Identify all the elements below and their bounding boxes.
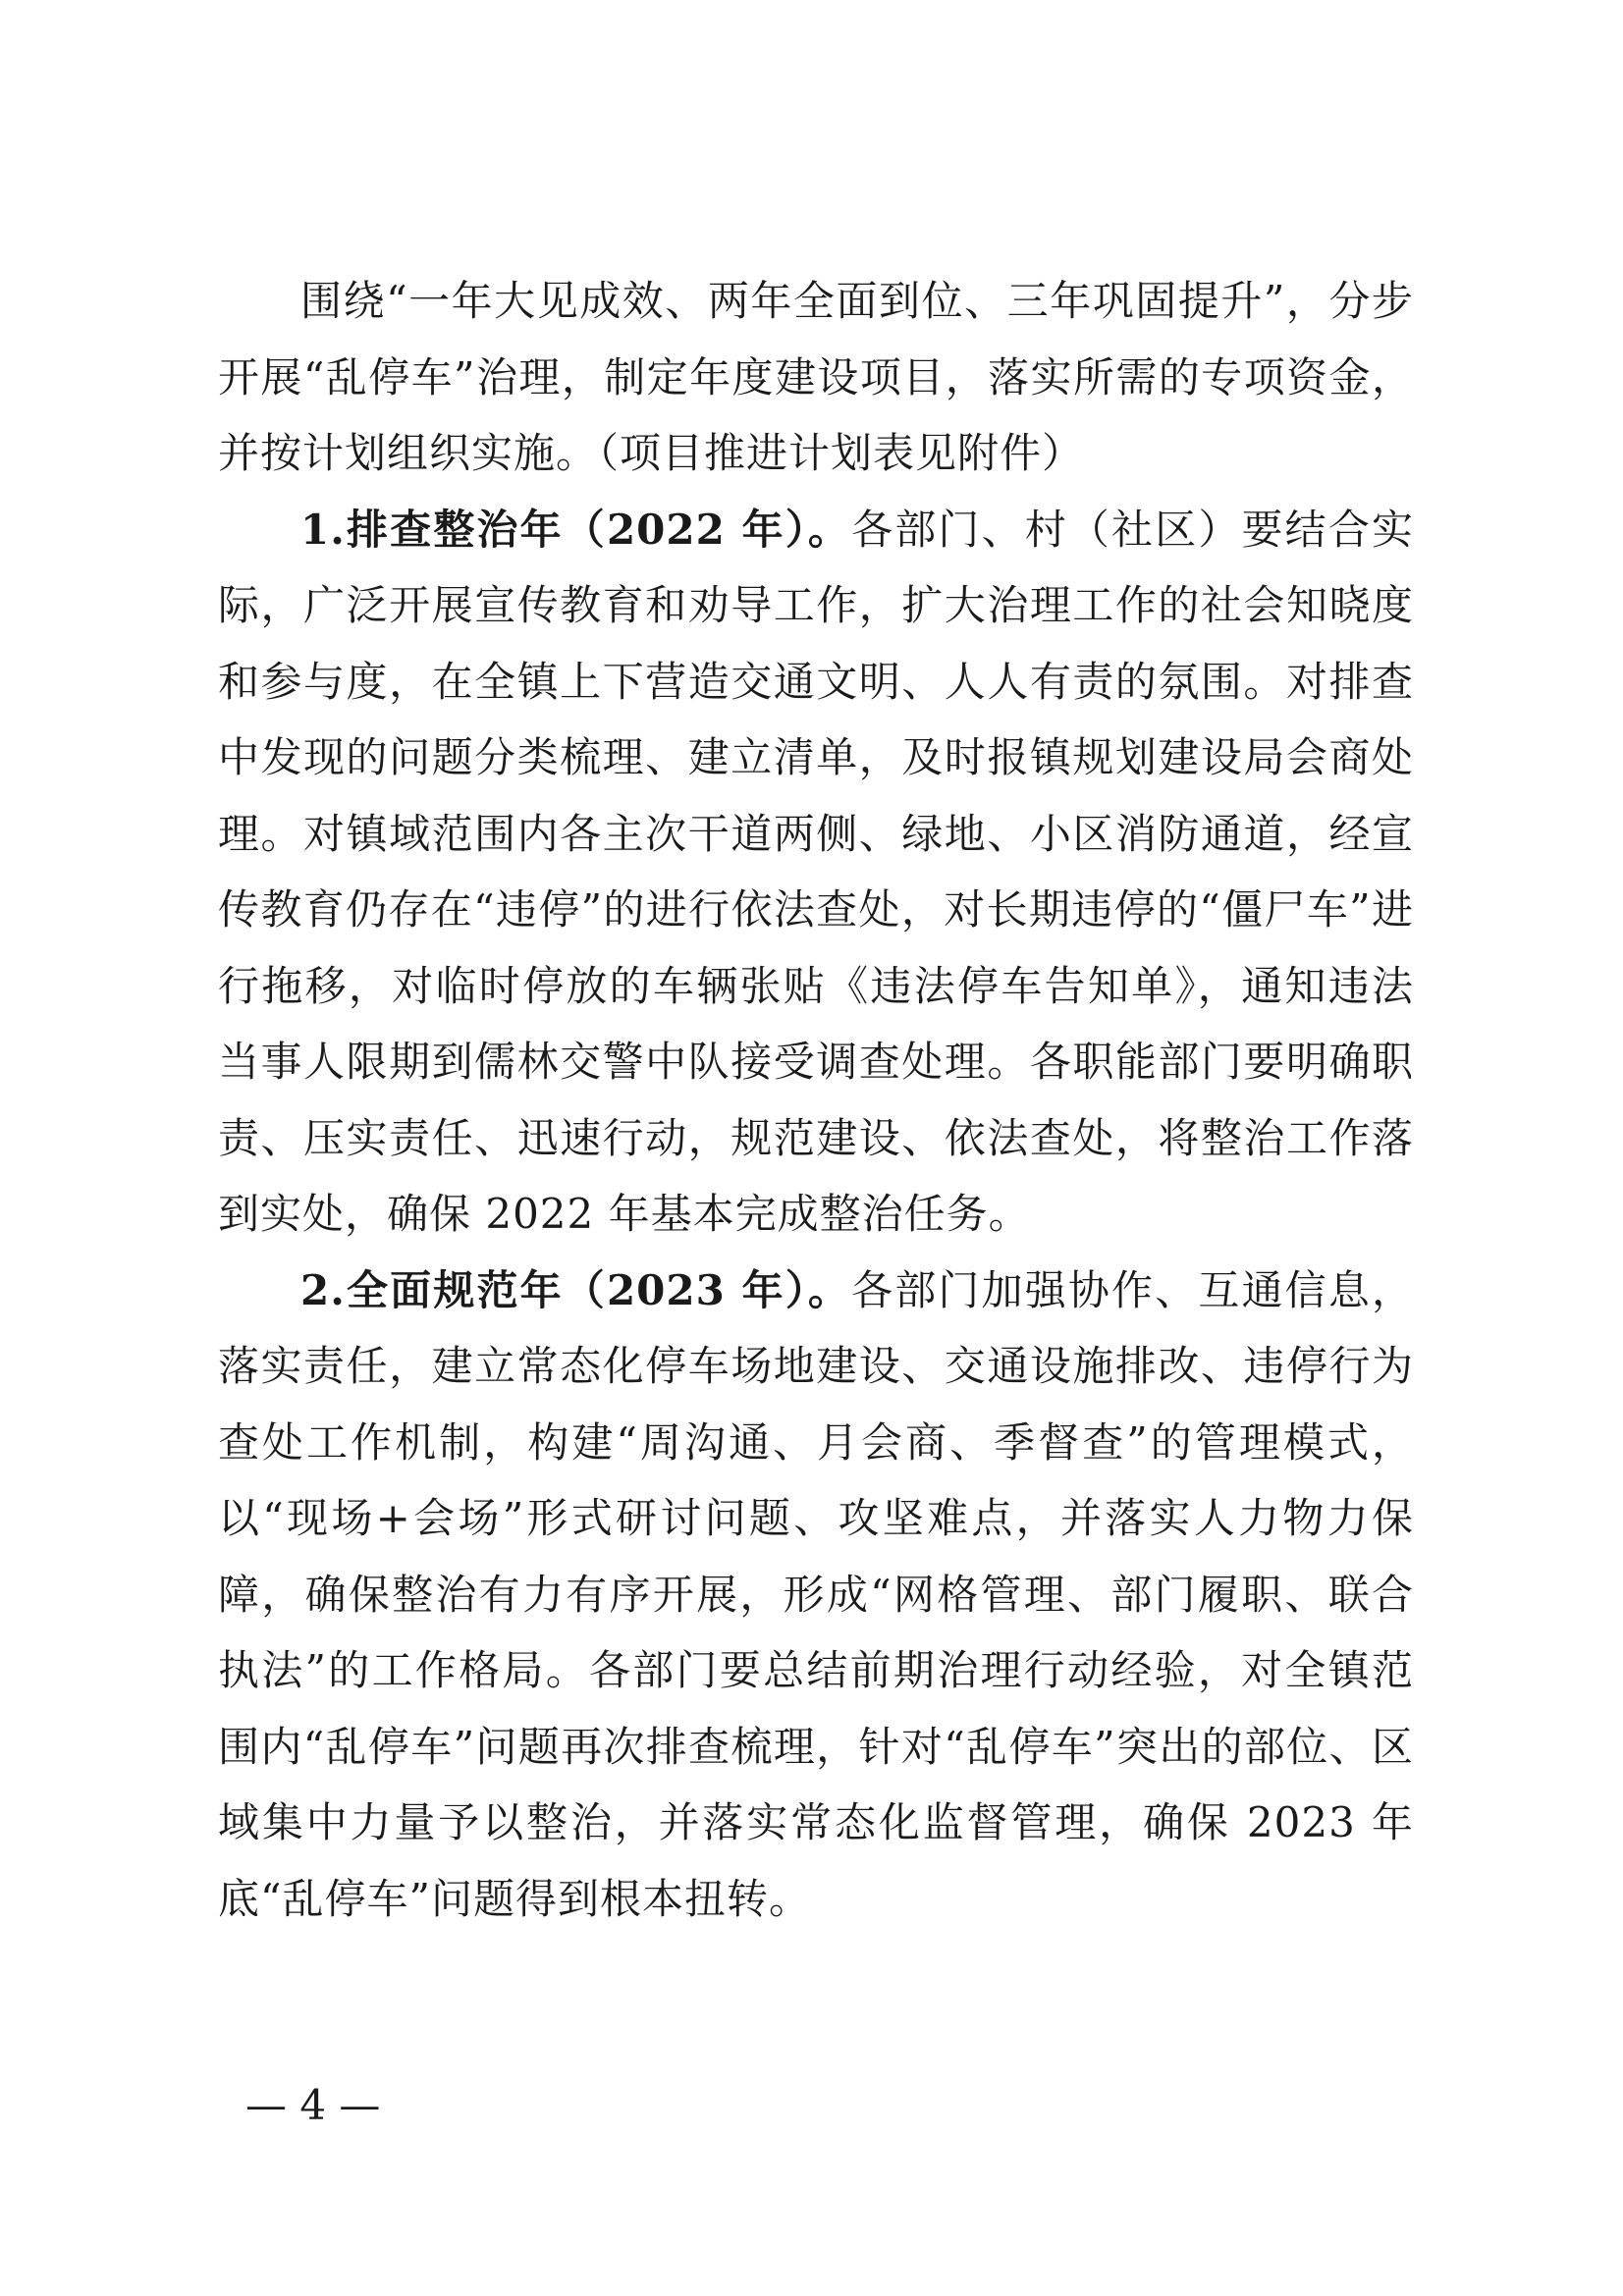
paragraph-intro-text: 围绕“一年大见成效、两年全面到位、三年巩固提升”，分步开展“乱停车”治理，制定年度建设项目，落实所需的专项资金，并按计划组织实施。（项目推进计划表见附件） <box>218 277 1414 477</box>
body-text <box>218 263 1414 1937</box>
paragraph-phase-2 <box>218 1253 1414 1938</box>
paragraph-intro <box>218 263 1414 492</box>
paragraph-phase-1-heading: 1.排查整治年（2022 年）。 <box>300 505 852 554</box>
page-number: — 4 — <box>245 2081 381 2129</box>
paragraph-phase-2-text: 各部门加强协作、互通信息，落实责任，建立常态化停车场地建设、交通设施排改、违停行为查处工作机制，构建“周沟通、月会商、季督查”的管理模式，以“现场+会场”形式研讨问题、攻坚难点，并落实人力物力保障，确保整治有力有序开展，形成“网格管理、部门履职、联合执法”的工作格局。各部门要总结前期治理行动经验，对全镇范围内“乱停车”问题再次排查梳理，针对“乱停车”突出的部位、区域集中力量予以整治，并落实常态化监督管理，确保 2023 年底“乱停车”问题得到根本扭转。 <box>218 1265 1414 1923</box>
paragraph-phase-1 <box>218 492 1414 1253</box>
paragraph-phase-1-text: 各部门、村（社区）要结合实际，广泛开展宣传教育和劝导工作，扩大治理工作的社会知晓度和参与度，在全镇上下营造交通文明、人人有责的氛围。对排查中发现的问题分类梳理、建立清单，及时报镇规划建设局会商处理。对镇域范围内各主次干道两侧、绿地、小区消防通道，经宣传教育仍存在“违停”的进行依法查处，对长期违停的“僵尸车”进行拖移，对临时停放的车辆张贴《违法停车告知单》，通知违法当事人限期到儒林交警中队接受调查处理。各职能部门要明确职责、压实责任、迅速行动，规范建设、依法查处，将整治工作落到实处，确保 2022 年基本完成整治任务。 <box>218 505 1414 1238</box>
paragraph-phase-2-heading: 2.全面规范年（2023 年）。 <box>300 1265 852 1314</box>
